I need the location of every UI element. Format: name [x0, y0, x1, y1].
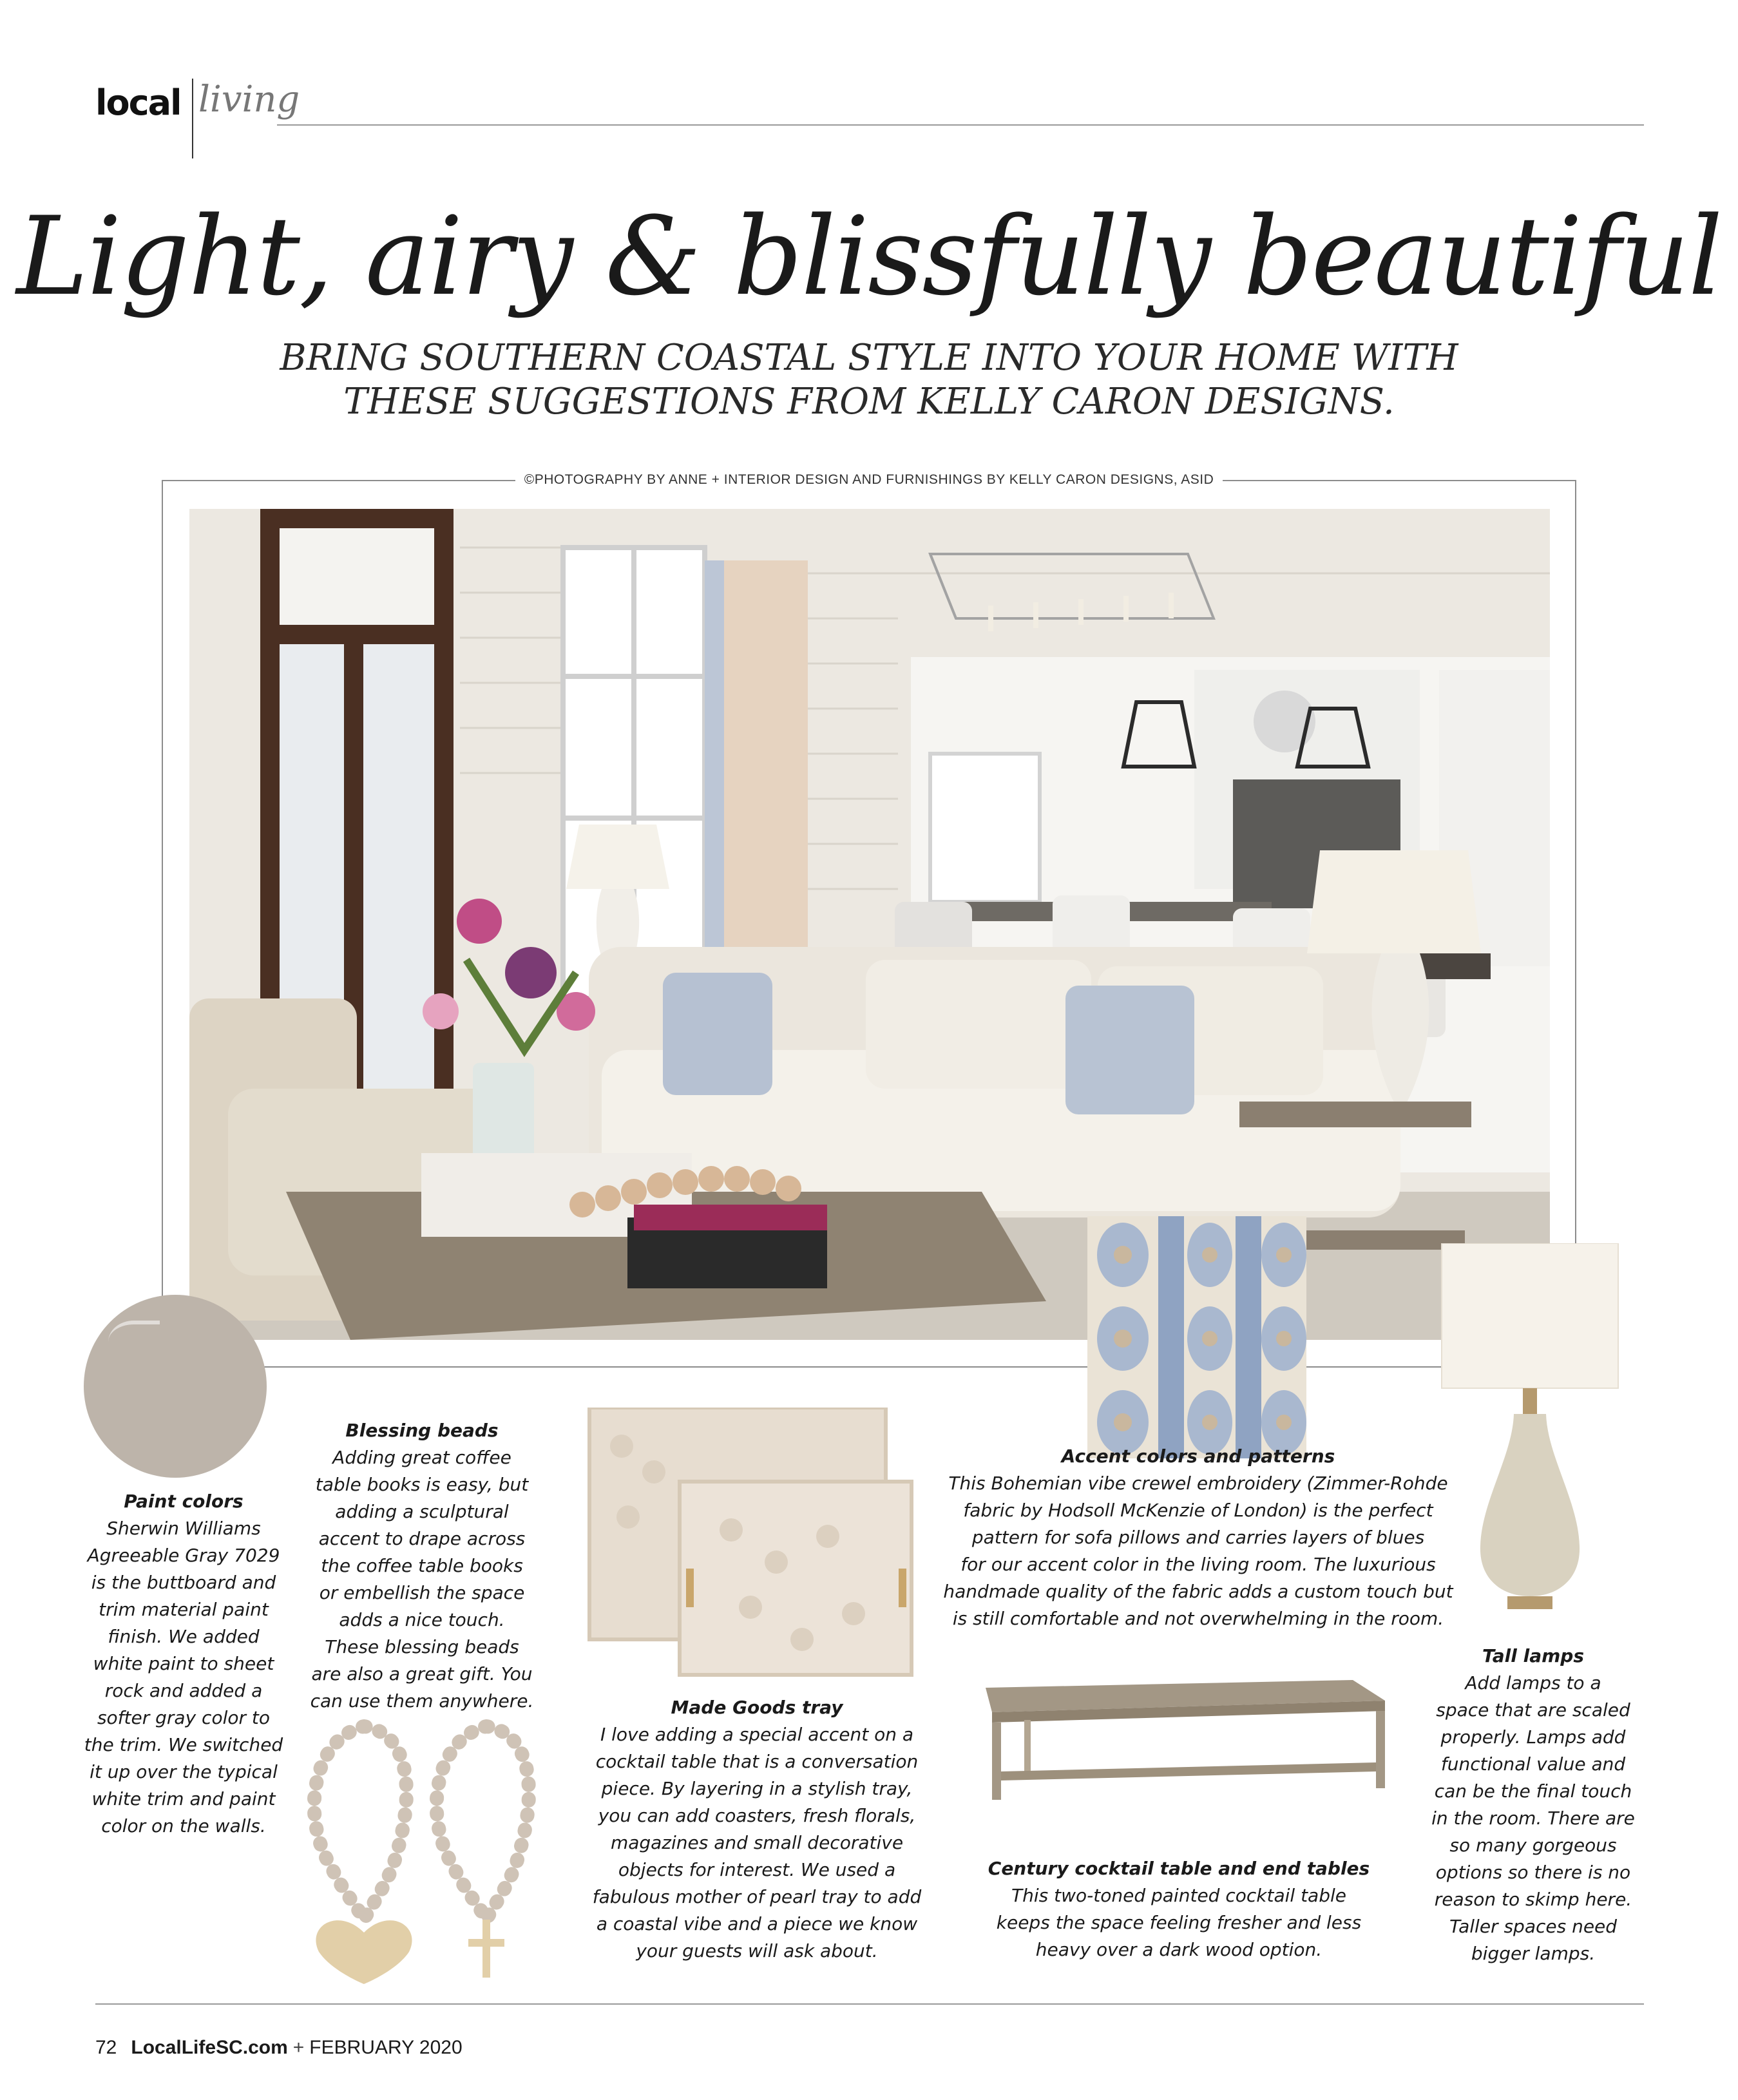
caption-lamps-line: Add lamps to a — [1465, 1672, 1601, 1694]
living-room-illustration — [189, 509, 1550, 1340]
caption-beads-body — [300, 1444, 544, 1715]
caption-lamps-line: functional value and — [1440, 1753, 1626, 1775]
caption-accent-heading: Accent colors and patterns — [1061, 1446, 1335, 1467]
paint-swatch-circle — [84, 1295, 267, 1478]
caption-lamps-line: properly. Lamps add — [1440, 1726, 1626, 1748]
fabric-swatch-image — [1087, 1216, 1306, 1458]
cocktail-table-illustration — [966, 1675, 1391, 1804]
caption-table-body — [966, 1882, 1391, 1963]
caption-tall-lamps — [1430, 1643, 1636, 1967]
caption-lamps-line: reason to skimp here. — [1434, 1889, 1632, 1910]
caption-paint-heading: Paint colors — [124, 1491, 244, 1512]
caption-paint-line: trim material paint — [99, 1599, 269, 1620]
footer-issue-date: FEBRUARY 2020 — [309, 2037, 463, 2058]
caption-accent-colors — [941, 1443, 1456, 1632]
caption-table-heading: Century cocktail table and end tables — [988, 1858, 1370, 1879]
caption-tray-heading: Made Goods tray — [671, 1697, 843, 1718]
caption-paint-line: softer gray color to — [97, 1707, 271, 1728]
caption-paint-line: white trim and paint — [91, 1788, 276, 1809]
caption-tray-line: cocktail table that is a conversation — [595, 1751, 919, 1772]
caption-lamps-line: Taller spaces need — [1449, 1916, 1618, 1937]
cocktail-table-image — [966, 1675, 1391, 1804]
footer-separator: + — [292, 2037, 305, 2058]
caption-paint-line: it up over the typical — [90, 1761, 278, 1782]
caption-accent-line: is still comfortable and not overwhelming in the room. — [952, 1608, 1444, 1629]
brand-divider — [192, 79, 193, 158]
caption-tray-line: magazines and small decorative — [610, 1832, 904, 1853]
caption-tray-line: piece. By layering in a stylish tray, — [601, 1778, 913, 1799]
caption-beads-line: the coffee table books — [321, 1555, 523, 1576]
caption-tray-line: you can add coasters, fresh florals, — [598, 1805, 916, 1826]
page-footer — [95, 2037, 463, 2059]
caption-beads-line: Adding great coffee — [332, 1447, 511, 1468]
caption-paint-line: white paint to sheet — [93, 1653, 274, 1674]
caption-beads-line: or embellish the space — [319, 1582, 525, 1603]
caption-lamps-line: can be the final touch — [1434, 1780, 1632, 1802]
footer-rule — [95, 2003, 1644, 2005]
caption-paint-line: is the buttboard and — [91, 1572, 276, 1593]
caption-tray-line: I love adding a special accent on a — [600, 1724, 914, 1745]
caption-made-goods-tray — [583, 1694, 931, 1965]
caption-accent-body — [941, 1470, 1456, 1632]
caption-beads-heading: Blessing beads — [345, 1420, 499, 1441]
photo-credit — [0, 472, 1738, 488]
tall-lamp-image — [1437, 1243, 1623, 1630]
caption-paint-line: rock and added a — [104, 1680, 263, 1701]
caption-tray-line: a coastal vibe and a piece we know — [596, 1913, 918, 1934]
caption-paint-line: color on the walls. — [101, 1815, 266, 1837]
caption-accent-line: pattern for sofa pillows and carries layers of blues — [971, 1527, 1425, 1548]
caption-lamps-line: bigger lamps. — [1471, 1943, 1596, 1964]
caption-accent-line: This Bohemian vibe crewel embroidery (Zimmer-Rohde — [948, 1473, 1448, 1494]
caption-beads-line: table books is easy, but — [315, 1474, 529, 1495]
tall-lamp-illustration — [1437, 1243, 1623, 1630]
caption-accent-line: for our accent color in the living room. The luxurious — [960, 1554, 1436, 1575]
footer-site-link[interactable]: LocalLifeSC.com — [131, 2037, 288, 2058]
caption-beads-line: These blessing beads — [325, 1636, 519, 1657]
caption-lamps-line: options so there is no — [1435, 1862, 1631, 1883]
caption-tray-body — [583, 1721, 931, 1965]
caption-paint-line: the trim. We switched — [84, 1734, 283, 1755]
caption-lamps-line: space that are scaled — [1436, 1699, 1630, 1721]
caption-cocktail-table — [966, 1855, 1391, 1963]
made-goods-tray-image — [583, 1408, 918, 1678]
caption-lamps-body — [1430, 1670, 1636, 1967]
caption-paint-body — [77, 1515, 290, 1840]
page-number: 72 — [95, 2037, 117, 2058]
photo-credit-text: ©PHOTOGRAPHY BY ANNE + INTERIOR DESIGN AND FURNISHINGS BY KELLY CARON DESIGNS, ASID — [515, 472, 1223, 487]
blessing-beads-image — [287, 1713, 557, 1984]
header-rule — [277, 124, 1644, 126]
caption-paint-line: Agreeable Gray 7029 — [87, 1545, 280, 1566]
caption-tray-line: objects for interest. We used a — [618, 1859, 896, 1880]
caption-beads-line: adding a sculptural — [335, 1501, 509, 1522]
blessing-beads-illustration — [287, 1713, 557, 1984]
brand-local-logo: local — [95, 82, 181, 123]
caption-tray-line: fabulous mother of pearl tray to add — [592, 1886, 922, 1907]
caption-beads-line: adds a nice touch. — [339, 1609, 505, 1630]
caption-paint-colors — [77, 1488, 290, 1840]
caption-beads-line: are also a great gift. You — [311, 1663, 533, 1685]
caption-beads-line: accent to drape across — [318, 1528, 526, 1549]
paint-swatch-highlight — [108, 1321, 160, 1363]
caption-lamps-line: so many gorgeous — [1449, 1835, 1617, 1856]
caption-tray-line: your guests will ask about. — [636, 1940, 878, 1962]
caption-beads-line: can use them anywhere. — [310, 1690, 534, 1712]
article-title: Light, airy & blissfully beautiful — [16, 193, 1722, 320]
caption-lamps-line: in the room. There are — [1431, 1808, 1635, 1829]
caption-accent-line: handmade quality of the fabric adds a custom touch but — [943, 1581, 1453, 1602]
subtitle-line-2: THESE SUGGESTIONS FROM KELLY CARON DESIGNS. — [343, 381, 1395, 423]
caption-table-line: This two-toned painted cocktail table — [1011, 1885, 1346, 1906]
caption-accent-line: fabric by Hodsoll McKenzie of London) is the perfect — [963, 1500, 1433, 1521]
caption-table-line: heavy over a dark wood option. — [1035, 1939, 1323, 1960]
tray-illustration — [583, 1408, 918, 1678]
living-room-photo — [189, 509, 1550, 1340]
caption-lamps-heading: Tall lamps — [1482, 1645, 1584, 1666]
caption-paint-line: Sherwin Williams — [106, 1518, 261, 1539]
brand-section-living: living — [198, 79, 300, 120]
caption-paint-line: finish. We added — [108, 1626, 260, 1647]
caption-table-line: keeps the space feeling fresher and less — [996, 1912, 1362, 1933]
subtitle-line-1: BRING SOUTHERN COASTAL STYLE INTO YOUR HOME WITH — [280, 337, 1458, 379]
article-subtitle — [0, 336, 1738, 424]
fabric-pattern-illustration — [1087, 1216, 1306, 1458]
caption-blessing-beads — [300, 1417, 544, 1715]
